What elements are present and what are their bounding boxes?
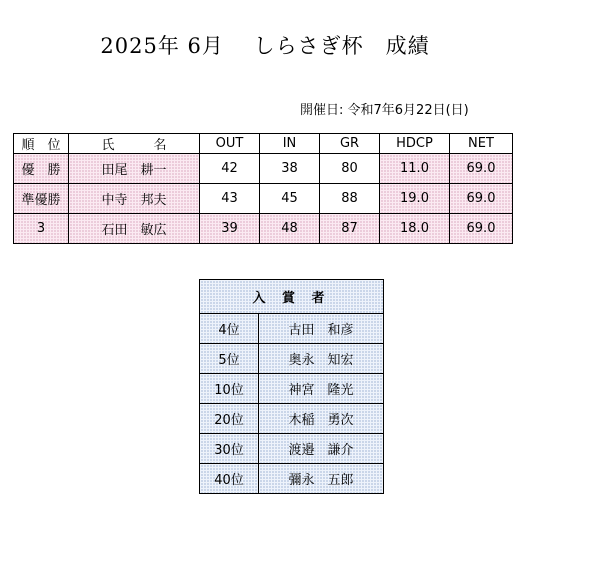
prize-rank: 10位 [200, 374, 259, 404]
cell-in: 48 [260, 214, 320, 244]
event-date: 開催日: 令和7年6月22日(日) [300, 103, 469, 118]
cell-out: 43 [200, 184, 260, 214]
prize-rank: 20位 [200, 404, 259, 434]
cell-in: 38 [260, 154, 320, 184]
cell-rank: 準優勝 [14, 184, 69, 214]
list-item [200, 434, 384, 464]
cell-hdcp: 11.0 [380, 154, 450, 184]
cell-name: 田尾 耕一 [69, 154, 200, 184]
prize-rank: 40位 [200, 464, 259, 494]
prize-name: 奥永 知宏 [259, 344, 384, 374]
cell-rank: 3 [14, 214, 69, 244]
cell-gr: 87 [320, 214, 380, 244]
prize-name: 古田 和彦 [259, 314, 384, 344]
prize-rank: 30位 [200, 434, 259, 464]
header-hdcp: HDCP [380, 134, 450, 154]
header-net: NET [450, 134, 513, 154]
cell-net: 69.0 [450, 214, 513, 244]
list-item [200, 314, 384, 344]
list-item [200, 374, 384, 404]
page-title: 2025年 6月 しらさぎ杯 成績 [100, 34, 430, 58]
prize-rank: 4位 [200, 314, 259, 344]
prize-header-row [200, 280, 384, 314]
header-rank: 順 位 [14, 134, 69, 154]
list-item [200, 404, 384, 434]
header-gr: GR [320, 134, 380, 154]
table-row [14, 214, 513, 244]
header-name: 氏 名 [69, 134, 200, 154]
cell-gr: 80 [320, 154, 380, 184]
cell-net: 69.0 [450, 184, 513, 214]
prize-rank: 5位 [200, 344, 259, 374]
cell-rank: 優 勝 [14, 154, 69, 184]
cell-in: 45 [260, 184, 320, 214]
results-header-row [14, 134, 513, 154]
prize-header: 入 賞 者 [200, 280, 384, 314]
prize-winners-table [199, 279, 384, 494]
table-row [14, 154, 513, 184]
prize-name: 渡邉 謙介 [259, 434, 384, 464]
cell-name: 中寺 邦夫 [69, 184, 200, 214]
prize-name: 木稲 勇次 [259, 404, 384, 434]
cell-net: 69.0 [450, 154, 513, 184]
list-item [200, 344, 384, 374]
table-row [14, 184, 513, 214]
cell-out: 42 [200, 154, 260, 184]
prize-name: 彌永 五郎 [259, 464, 384, 494]
cell-name: 石田 敏広 [69, 214, 200, 244]
header-in: IN [260, 134, 320, 154]
prize-name: 神宮 隆光 [259, 374, 384, 404]
cell-out: 39 [200, 214, 260, 244]
cell-hdcp: 18.0 [380, 214, 450, 244]
cell-hdcp: 19.0 [380, 184, 450, 214]
header-out: OUT [200, 134, 260, 154]
list-item [200, 464, 384, 494]
cell-gr: 88 [320, 184, 380, 214]
results-table [13, 133, 513, 244]
